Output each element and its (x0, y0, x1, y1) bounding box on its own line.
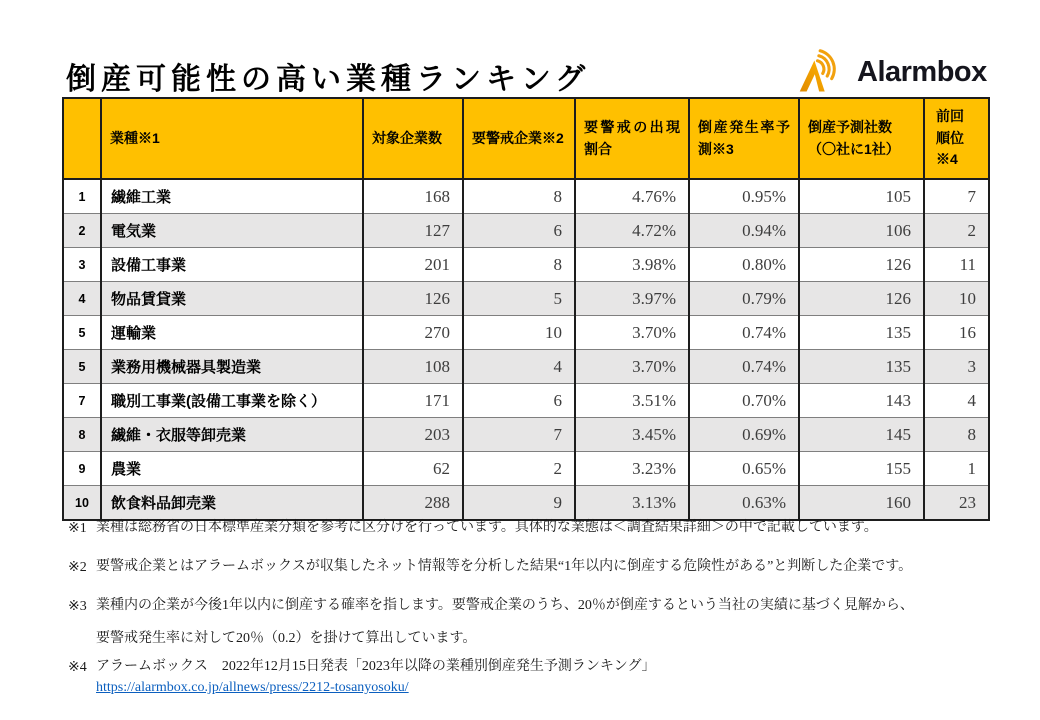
industry-cell: 飲食料品卸売業 (101, 486, 363, 521)
target-companies-cell: 62 (363, 452, 463, 486)
footnote-3 (68, 598, 978, 615)
footnote-1 (68, 520, 978, 537)
predicted-count-cell: 126 (799, 282, 924, 316)
table-row (63, 384, 989, 418)
caution-rate-cell: 3.70% (575, 316, 689, 350)
caution-rate-cell: 3.70% (575, 350, 689, 384)
industry-cell: 繊維工業 (101, 179, 363, 214)
industry-cell: 物品賃貸業 (101, 282, 363, 316)
header-target-companies: 対象企業数 (363, 98, 463, 179)
table-row (63, 486, 989, 521)
footnote-1-label: ※1 (68, 521, 87, 536)
target-companies-cell: 270 (363, 316, 463, 350)
header-rank (63, 98, 101, 179)
predicted-count-cell: 106 (799, 214, 924, 248)
industry-cell: 電気業 (101, 214, 363, 248)
rank-cell: 4 (63, 282, 101, 316)
previous-rank-cell: 23 (924, 486, 989, 521)
footnote-3-continuation: 要警戒発生率に対して20％（0.2）を掛けて算出しています。 (96, 631, 477, 646)
caution-rate-cell: 3.51% (575, 384, 689, 418)
target-companies-cell: 108 (363, 350, 463, 384)
predicted-count-cell: 155 (799, 452, 924, 486)
footnote-4 (68, 659, 978, 676)
predicted-count-cell: 145 (799, 418, 924, 452)
bankruptcy-rate-cell: 0.70% (689, 384, 799, 418)
footnotes (68, 520, 978, 696)
industry-cell: 農業 (101, 452, 363, 486)
bankruptcy-rate-cell: 0.79% (689, 282, 799, 316)
predicted-count-cell: 126 (799, 248, 924, 282)
caution-companies-cell: 10 (463, 316, 575, 350)
bankruptcy-rate-cell: 0.94% (689, 214, 799, 248)
alarmbox-logo (798, 46, 987, 99)
caution-companies-cell: 2 (463, 452, 575, 486)
predicted-count-cell: 135 (799, 316, 924, 350)
rank-cell: 3 (63, 248, 101, 282)
caution-rate-cell: 3.13% (575, 486, 689, 521)
header-predicted-count: 倒産予測社数（〇社に1社） (799, 98, 924, 179)
caution-companies-cell: 8 (463, 248, 575, 282)
page-title: 倒産可能性の高い業種ランキング (66, 63, 591, 97)
target-companies-cell: 171 (363, 384, 463, 418)
target-companies-cell: 126 (363, 282, 463, 316)
caution-companies-cell: 7 (463, 418, 575, 452)
caution-rate-cell: 3.23% (575, 452, 689, 486)
rank-cell: 2 (63, 214, 101, 248)
header-previous-rank: 前回順位※4 (924, 98, 989, 179)
table-row (63, 350, 989, 384)
bankruptcy-rate-cell: 0.74% (689, 350, 799, 384)
footnote-2 (68, 559, 978, 576)
predicted-count-cell: 105 (799, 179, 924, 214)
footnote-2-text: 要警戒企業とはアラームボックスが収集したネット情報等を分析した結果“1年以内に倒産する危険性がある”と判断した企業です。 (96, 559, 913, 574)
bankruptcy-rate-cell: 0.65% (689, 452, 799, 486)
header-caution-rate: 要警戒の出現割合 (575, 98, 689, 179)
table-row (63, 248, 989, 282)
previous-rank-cell: 10 (924, 282, 989, 316)
table-row (63, 214, 989, 248)
footnote-4-text: アラームボックス 2022年12月15日発表「2023年以降の業種別倒産発生予測ランキング」 (96, 658, 656, 674)
caution-companies-cell: 8 (463, 179, 575, 214)
industry-cell: 職別工事業(設備工事業を除く） (101, 384, 363, 418)
alarm-megaphone-icon (798, 46, 848, 99)
header-caution-companies: 要警戒企業※2 (463, 98, 575, 179)
bankruptcy-ranking-table (62, 97, 990, 521)
table-row (63, 452, 989, 486)
caution-rate-cell: 4.72% (575, 214, 689, 248)
caution-rate-cell: 4.76% (575, 179, 689, 214)
bankruptcy-rate-cell: 0.63% (689, 486, 799, 521)
footnote-4-label: ※4 (68, 659, 87, 675)
previous-rank-cell: 16 (924, 316, 989, 350)
caution-companies-cell: 4 (463, 350, 575, 384)
bankruptcy-rate-cell: 0.74% (689, 316, 799, 350)
industry-cell: 業務用機械器具製造業 (101, 350, 363, 384)
previous-rank-cell: 8 (924, 418, 989, 452)
caution-companies-cell: 6 (463, 384, 575, 418)
footnote-3-label: ※3 (68, 599, 87, 614)
industry-cell: 設備工事業 (101, 248, 363, 282)
header-bankruptcy-rate: 倒産発生率予測※3 (689, 98, 799, 179)
previous-rank-cell: 2 (924, 214, 989, 248)
caution-companies-cell: 6 (463, 214, 575, 248)
target-companies-cell: 201 (363, 248, 463, 282)
table-row (63, 418, 989, 452)
bankruptcy-rate-cell: 0.80% (689, 248, 799, 282)
caution-rate-cell: 3.98% (575, 248, 689, 282)
industry-cell: 繊維・衣服等卸売業 (101, 418, 363, 452)
logo-wordmark: Alarmbox (857, 56, 987, 88)
caution-rate-cell: 3.97% (575, 282, 689, 316)
industry-cell: 運輸業 (101, 316, 363, 350)
table-row (63, 316, 989, 350)
previous-rank-cell: 11 (924, 248, 989, 282)
rank-cell: 5 (63, 316, 101, 350)
predicted-count-cell: 143 (799, 384, 924, 418)
source-link[interactable]: https://alarmbox.co.jp/allnews/press/2212-tosanyosoku/ (96, 679, 409, 695)
bankruptcy-rate-cell: 0.95% (689, 179, 799, 214)
header-industry: 業種※1 (101, 98, 363, 179)
rank-cell: 5 (63, 350, 101, 384)
caution-rate-cell: 3.45% (575, 418, 689, 452)
header-row (63, 98, 989, 179)
target-companies-cell: 288 (363, 486, 463, 521)
previous-rank-cell: 1 (924, 452, 989, 486)
rank-cell: 9 (63, 452, 101, 486)
target-companies-cell: 203 (363, 418, 463, 452)
footnote-3-text: 業種内の企業が今後1年以内に倒産する確率を指します。要警戒企業のうち、20％が倒産するという当社の実績に基づく見解から、 (96, 598, 914, 613)
caution-companies-cell: 9 (463, 486, 575, 521)
table-row (63, 282, 989, 316)
previous-rank-cell: 7 (924, 179, 989, 214)
footnote-2-label: ※2 (68, 560, 87, 575)
footnote-4-link-line (68, 680, 978, 696)
target-companies-cell: 127 (363, 214, 463, 248)
predicted-count-cell: 160 (799, 486, 924, 521)
previous-rank-cell: 3 (924, 350, 989, 384)
rank-cell: 8 (63, 418, 101, 452)
predicted-count-cell: 135 (799, 350, 924, 384)
footnote-1-text: 業種は総務省の日本標準産業分類を参考に区分けを行っています。具体的な業態は＜調査結果詳細＞の中で記載しています。 (96, 520, 878, 535)
table-row (63, 179, 989, 214)
rank-cell: 10 (63, 486, 101, 521)
previous-rank-cell: 4 (924, 384, 989, 418)
target-companies-cell: 168 (363, 179, 463, 214)
bankruptcy-rate-cell: 0.69% (689, 418, 799, 452)
rank-cell: 1 (63, 179, 101, 214)
caution-companies-cell: 5 (463, 282, 575, 316)
rank-cell: 7 (63, 384, 101, 418)
